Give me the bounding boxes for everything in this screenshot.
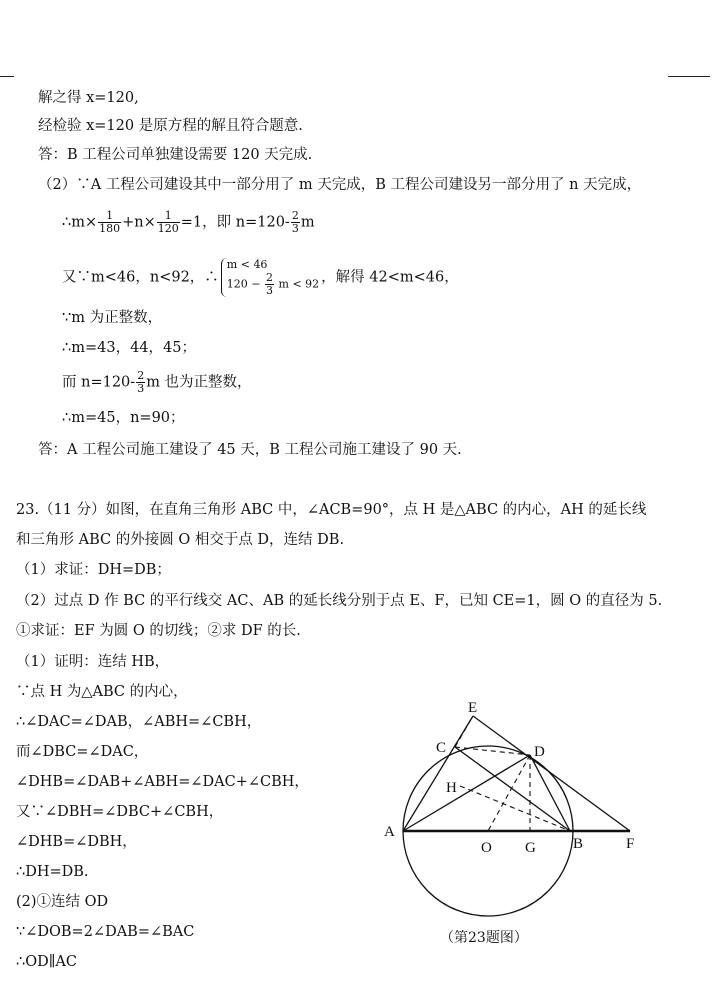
solution-line: ∵m 为正整数， (62, 310, 163, 326)
header-rule-left (0, 76, 14, 77)
proof-line: ∴∠DAC=∠DAB，∠ABH=∠CBH， (16, 714, 262, 730)
equation-line-1: ∴m× $\frac{1}{180}$ +n× $\frac{1}{120}$ =1，即 n=120- $\frac{2}{3}$ m (62, 209, 315, 235)
question-sub: （2）过点 D 作 BC 的平行线交 AC、AB 的延长线分别于点 E、F，已知 CE=1，圆 O 的直径为 5. (16, 593, 663, 609)
proof-line: （1）证明：连结 HB， (16, 654, 170, 670)
question-sub: （1）求证：DH=DB； (16, 562, 171, 578)
header-rule-right (668, 76, 710, 77)
proof-line: ∵∠DOB=2∠DAB=∠BAC (16, 924, 195, 940)
label-d: D (534, 744, 545, 760)
proof-line: 又∵∠DBH=∠DBC+∠CBH， (16, 804, 224, 820)
question-stem: 和三角形 ABC 的外接圆 O 相交于点 D，连结 DB. (16, 532, 345, 548)
proof-line: ∠DHB=∠DAB+∠ABH=∠DAC+∠CBH， (16, 774, 309, 790)
label-f: F (626, 836, 635, 852)
label-e: E (468, 700, 478, 716)
equation-line-2: 又∵m<46，n<92，∴ m < 46 120 − $\frac{2}{3}$ m < 92 ，解得 42<m<46， (62, 258, 459, 297)
geometry-figure (370, 690, 660, 925)
dashed-do (488, 755, 530, 831)
proof-line: ∵点 H 为△ABC 的内心， (16, 684, 188, 700)
question-sub: ①求证：EF 为圆 O 的切线；②求 DF 的长. (16, 623, 301, 639)
fraction: $\frac{1}{120}$ (157, 209, 179, 235)
fraction: $\frac{2}{3}$ (291, 209, 299, 235)
proof-line: ∠DHB=∠DBH， (16, 834, 137, 850)
proof-line: ∴OD∥AC (16, 954, 78, 970)
label-o: O (481, 840, 492, 856)
solution-line: 经检验 x=120 是原方程的解且符合题意. (38, 118, 303, 134)
line-ae (403, 716, 473, 831)
proof-line: ∴DH=DB. (16, 864, 89, 880)
inequality-system: m < 46 120 − $\frac{2}{3}$ m < 92 (221, 258, 319, 297)
solution-line: 解之得 x=120, (38, 90, 139, 106)
label-b: B (573, 836, 584, 852)
dashed-hb (460, 786, 570, 831)
label-h: H (446, 780, 457, 796)
solution-line: ∴m=43，44，45； (62, 340, 196, 356)
dashed-cd (455, 747, 530, 755)
equation-line-3: 而 n=120- $\frac{2}{3}$ m 也为正整数， (62, 369, 252, 395)
label-a: A (384, 824, 395, 840)
line-ad (403, 755, 530, 831)
fraction: $\frac{2}{3}$ (137, 369, 145, 395)
figure-caption: （第23题图） (440, 930, 528, 946)
solution-line: 答：B 工程公司单独建设需要 120 天完成. (38, 147, 313, 163)
proof-line: 而∠DBC=∠DAC， (16, 744, 149, 760)
solution-line: （2）∵A 工程公司建设其中一部分用了 m 天完成，B 工程公司建设另一部分用了 n 天完成， (38, 177, 642, 193)
proof-line: (2)①连结 OD (16, 894, 109, 910)
question-stem: 23.（11 分）如图，在直角三角形 ABC 中，∠ACB=90°，点 H 是△ABC 的内心，AH 的延长线 (16, 502, 647, 518)
answer-line: 答：A 工程公司施工建设了 45 天，B 工程公司施工建设了 90 天. (38, 442, 462, 458)
label-c: C (436, 740, 447, 756)
solution-line: ∴m=45，n=90； (62, 410, 185, 426)
fraction: $\frac{1}{180}$ (99, 209, 121, 235)
label-g: G (525, 840, 536, 856)
line-ef (473, 716, 630, 831)
